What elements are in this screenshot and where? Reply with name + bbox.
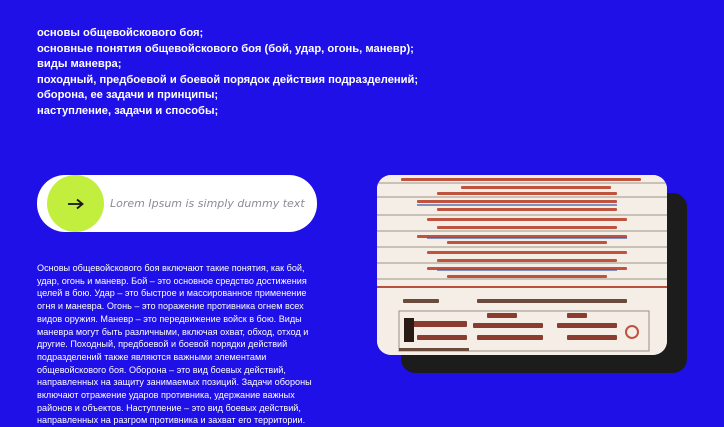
topic-item: походный, предбоевой и боевой порядок действия подразделений;	[37, 73, 419, 86]
cta-pill[interactable]	[37, 175, 317, 232]
topic-item: основные понятия общевойскового боя (бой, удар, огонь, маневр);	[37, 42, 414, 55]
document-illustration	[377, 175, 667, 355]
topic-item: виды маневра;	[37, 58, 122, 71]
document-illustration-icon	[377, 175, 667, 355]
topic-item: наступление, задачи и способы;	[37, 104, 219, 117]
topics-list	[37, 26, 507, 120]
pill-text: Lorem Ipsum is simply dummy text	[110, 197, 305, 210]
topic-item: основы общевойскового боя;	[37, 27, 204, 39]
topic-item: оборона, ее задачи и принципы;	[37, 89, 219, 102]
arrow-right-icon	[67, 195, 85, 213]
body-paragraph: Основы общевойскового боя включают такие понятия, как бой, удар, огонь и маневр. Бой – это основное средство достижения целей в бою. Удар – это быстрое и массированное применение огня и маневра. Огонь – это поражение противника огнем всех видов оружия. Маневр – это передвижение войск в бою. Виды маневра могут быть различными, включая охват, обход, отход и другие. Походный, предбоевой и боевой порядки действий подразделений также являются важными элементами общевойскового боя. Оборона – это вид боевых действий, направленных на защиту занимаемых позиций. Задачи обороны включают отражение ударов противника, удержание важных районов и объектов. Наступление – это вид боевых действий, направленных на разгром противника и захват его территории.	[37, 263, 312, 426]
arrow-button[interactable]	[47, 175, 104, 232]
